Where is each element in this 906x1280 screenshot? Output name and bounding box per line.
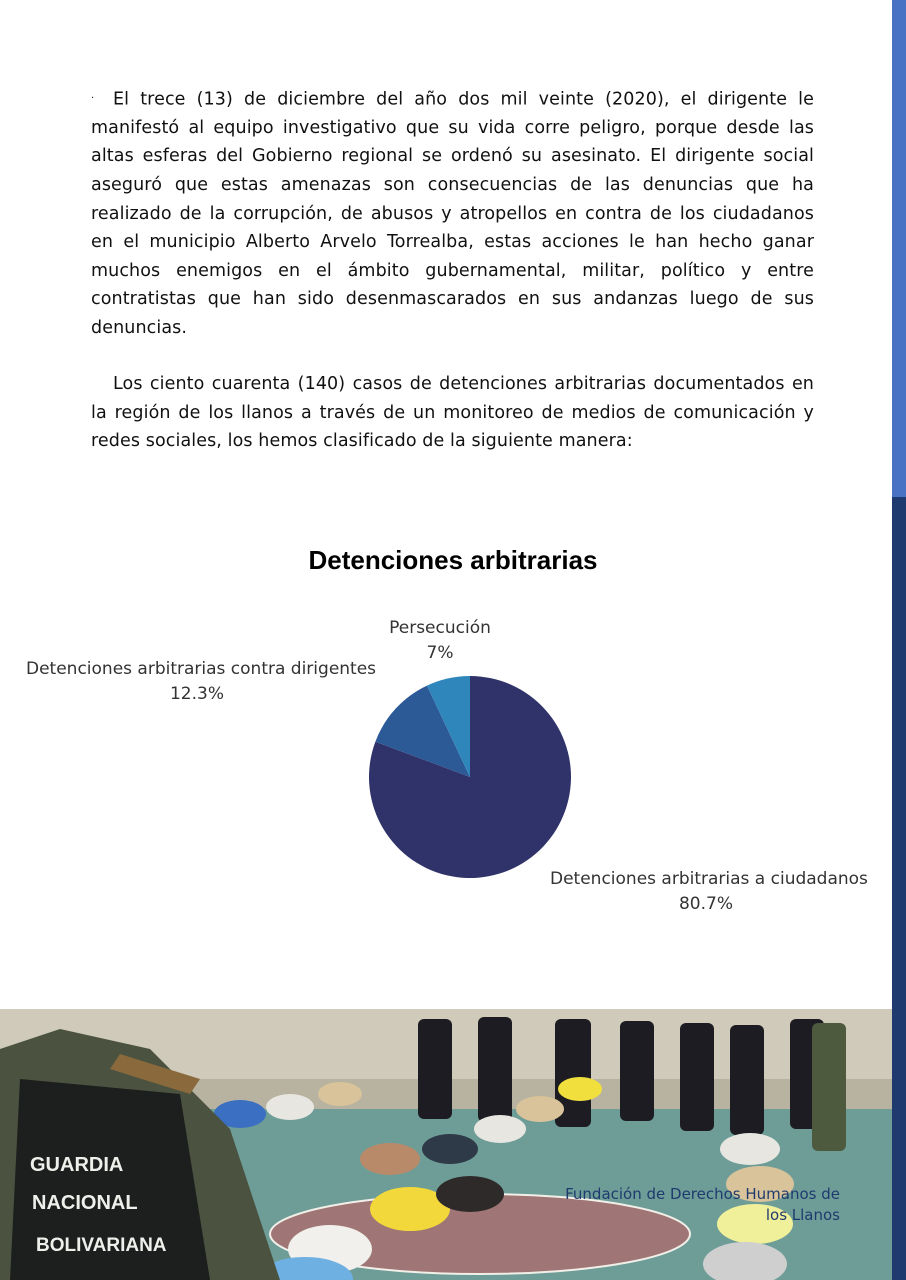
chart-title: Detenciones arbitrarias [308,545,598,575]
side-bar-accent-top [892,0,906,497]
vest-text-guardia: GUARDIA [30,1154,124,1176]
slice-label-dirigentes-value: 12.3% [169,684,224,704]
vest-text-bolivariana: BOLIVARIANA [36,1235,167,1256]
bullet: · [91,93,95,104]
photo-caption: Fundación de Derechos Humanos de los Llanos [565,1185,840,1224]
slice-label-persecucion-name: Persecución [389,618,491,638]
slice-label-dirigentes [26,657,377,707]
paragraph-threat [91,85,814,343]
vest-text-nacional: NACIONAL [32,1192,138,1214]
slice-label-persecucion-value: 7% [426,643,454,663]
detention-photo-illustration [0,1009,892,1280]
slice-label-ciudadanos-value: 80.7% [678,894,733,914]
paragraph-threat-text: El trece (13) de diciembre del año dos mil veinte (2020), el dirigente le manifestó al equipo investigativo que su vida corre peligro, porque desde las altas esferas del Gobierno regional se ordenó su asesinato. El dirigente social aseguró que estas amenazas son consecuencias de las denuncias que ha realizado de la corrupción, de abusos y atropellos en contra de los ciudadanos en el municipio Alberto Arvelo Torrealba, estas acciones le han hecho ganar muchos enemigos en el ámbito gubernamental, militar, político y entre contratistas que han sido desenmascarados en sus andanzas luego de sus denuncias. [91,89,814,339]
slice-label-ciudadanos [550,867,868,917]
detention-photo [0,1009,892,1280]
paragraph-cases [91,370,814,456]
slice-label-persecucion [380,616,500,666]
slice-label-dirigentes-name: Detenciones arbitrarias contra dirigentes [26,659,377,679]
side-bar-accent-bottom [892,497,906,1280]
slice-label-ciudadanos-name: Detenciones arbitrarias a ciudadanos [550,869,868,889]
paragraph-cases-text: Los ciento cuarenta (140) casos de detenciones arbitrarias documentados en la región de los llanos a través de un monitoreo de medios de comunicación y redes sociales, los hemos clasificado de la siguiente manera: [91,374,814,452]
